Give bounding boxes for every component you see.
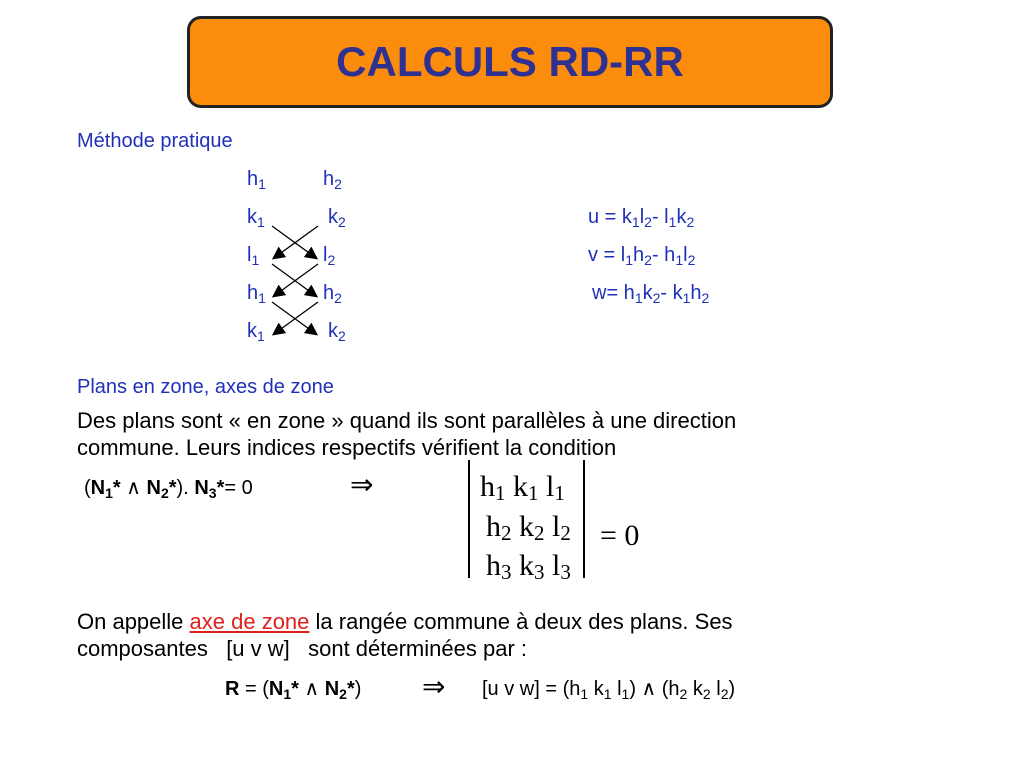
formula-v: $v = l_1h_2-$ $h_1l_2$ bbox=[588, 244, 696, 268]
arrow-2a bbox=[272, 264, 316, 296]
det-bar-left bbox=[468, 460, 470, 578]
zone-para-line2: commune. Leurs indices respectifs vérifient la condition bbox=[77, 435, 617, 460]
det-row-1: $h_1$ $k_1$ $l_1$ bbox=[480, 470, 565, 505]
arrow-3a bbox=[272, 302, 316, 334]
grid-cell-left: $h_1$ bbox=[247, 168, 266, 192]
grid-cell-right: $k_2$ bbox=[328, 320, 346, 344]
r-formula-left: $R = (N_1*$ ∧ $N_2*$) bbox=[225, 678, 362, 702]
det-bar-right bbox=[583, 460, 585, 578]
det-row-2: $h_2$ $k_2$ $l_2$ bbox=[486, 510, 571, 545]
grid-cell-right: $l_2$ bbox=[323, 244, 336, 268]
arrow-1a bbox=[272, 226, 316, 258]
axis-para-line2: composantes [u v w] sont déterminées par : bbox=[77, 636, 527, 661]
axe-de-zone-link[interactable]: axe de zone bbox=[189, 609, 310, 634]
zone-para-line1: Des plans sont « en zone » quand ils sont parallèles à une direction bbox=[77, 408, 737, 433]
grid-cell-left: $h_1$ bbox=[247, 282, 266, 306]
grid-cell-right: $h_2$ bbox=[323, 168, 342, 192]
arrow-1b bbox=[274, 226, 318, 258]
grid-cell-left: $k_1$ bbox=[247, 320, 265, 344]
axis-para-line1: On appelle axe de zone la rangée commune à deux des plans. Ses bbox=[77, 609, 733, 634]
det-equals-zero: = 0 bbox=[600, 519, 640, 552]
grid-cell-left: $k_1$ bbox=[247, 206, 265, 230]
zone-condition: ($N_1*$ ∧ $N_2*$). $N_3*= 0$ bbox=[84, 477, 253, 501]
r-formula-right: [u v $w] = (h_1$ $k_1$ $l_1$) ∧ ($h_2$ $k_2$ $l_2$) bbox=[482, 678, 736, 702]
formula-u: $u = k_1l_2-$ $l_1k_2$ bbox=[588, 206, 695, 230]
formula-w: $w= h_1k_2-$ $k_1h_2$ bbox=[592, 282, 710, 306]
implies-symbol-1: ⇒ bbox=[350, 469, 374, 500]
grid-cell-right: $h_2$ bbox=[323, 282, 342, 306]
method-heading: Méthode pratique bbox=[77, 130, 233, 152]
arrow-2b bbox=[274, 264, 318, 296]
grid-cell-right: $k_2$ bbox=[328, 206, 346, 230]
grid-cell-left: $l_1$ bbox=[247, 244, 260, 268]
det-row-3: $h_3$ $k_3$ $l_3$ bbox=[486, 549, 571, 584]
arrow-3b bbox=[274, 302, 318, 334]
implies-symbol-2: ⇒ bbox=[422, 671, 446, 702]
zone-heading: Plans en zone, axes de zone bbox=[77, 376, 334, 398]
slide-title: CALCULS RD-RR bbox=[336, 38, 684, 85]
